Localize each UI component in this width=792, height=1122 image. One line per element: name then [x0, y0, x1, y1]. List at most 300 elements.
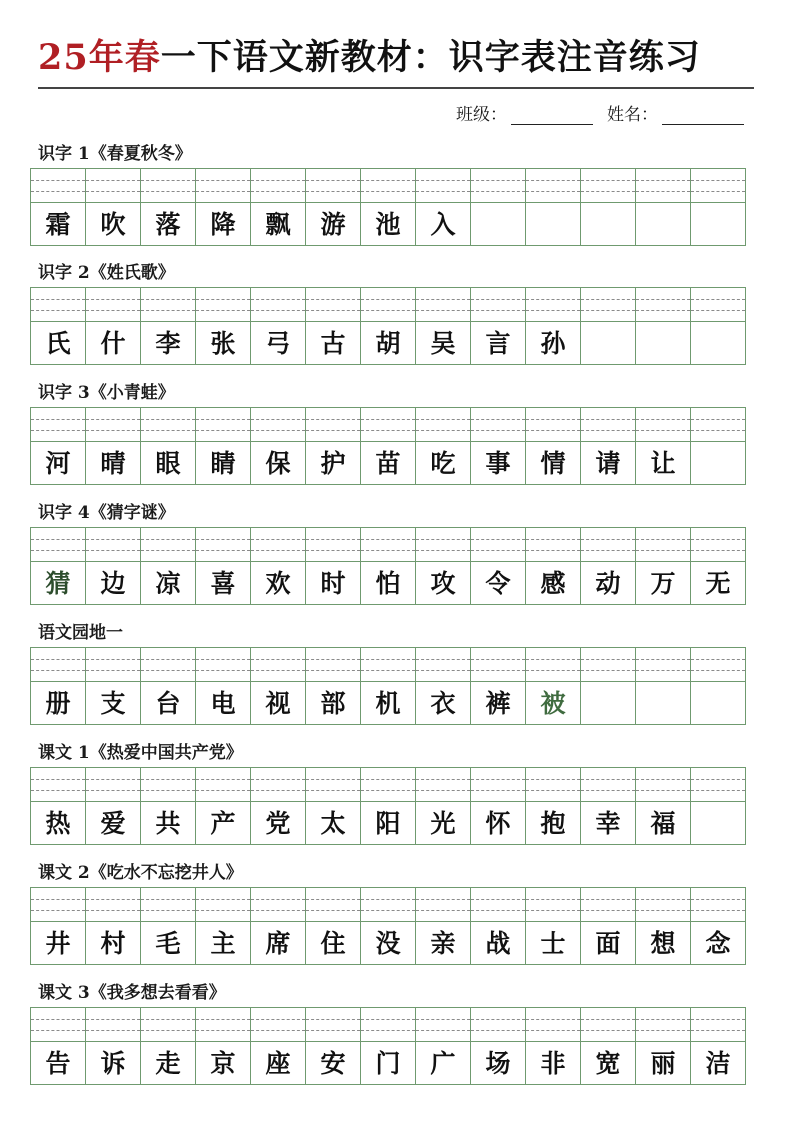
lesson-section [30, 259, 746, 365]
character [581, 684, 635, 724]
grid-cell [306, 168, 361, 246]
character: 孙 [540, 329, 566, 358]
pinyin-writing-box[interactable] [581, 888, 635, 922]
pinyin-writing-box[interactable] [86, 169, 140, 203]
character: 亲 [430, 929, 456, 958]
pinyin-writing-box[interactable] [306, 288, 360, 322]
grid-cell [196, 407, 251, 485]
pinyin-writing-box[interactable] [691, 288, 745, 322]
character: 走 [155, 1049, 181, 1078]
pinyin-writing-box[interactable] [416, 288, 470, 322]
pinyin-writing-box[interactable] [416, 1008, 470, 1042]
pinyin-writing-box[interactable] [526, 528, 580, 562]
lesson-section [30, 499, 746, 605]
character: 诉 [100, 1049, 126, 1078]
lesson-section [30, 859, 746, 965]
grid-cell [471, 407, 526, 485]
pinyin-writing-box[interactable] [581, 169, 635, 203]
grid-cell [31, 767, 86, 845]
title-text: 一下语文新教材：识字表注音练习 [160, 37, 701, 78]
pinyin-writing-box[interactable] [31, 528, 85, 562]
grid-cell [691, 647, 746, 725]
pinyin-writing-box[interactable] [471, 288, 525, 322]
character: 古 [320, 329, 346, 358]
grid-cell [141, 407, 196, 485]
pinyin-writing-box[interactable] [251, 648, 305, 682]
character: 幸 [595, 809, 621, 838]
writing-grid [30, 287, 746, 365]
character: 怀 [485, 809, 511, 838]
pinyin-writing-box[interactable] [31, 408, 85, 442]
class-field[interactable] [511, 106, 593, 125]
grid-cell [636, 527, 691, 605]
character: 保 [265, 449, 291, 478]
pinyin-writing-box[interactable] [196, 768, 250, 802]
character: 被 [540, 689, 566, 718]
character: 猜 [45, 569, 71, 598]
character: 台 [155, 689, 181, 718]
character: 情 [540, 449, 566, 478]
pinyin-writing-box[interactable] [251, 169, 305, 203]
pinyin-writing-box[interactable] [31, 648, 85, 682]
character: 河 [45, 449, 71, 478]
character: 士 [540, 929, 566, 958]
character: 霜 [45, 210, 71, 239]
pinyin-writing-box[interactable] [141, 528, 195, 562]
character: 游 [320, 210, 346, 239]
grid-cell [306, 407, 361, 485]
character [691, 324, 745, 364]
grid-cell [251, 767, 306, 845]
pinyin-writing-box[interactable] [691, 408, 745, 442]
grid-cell [526, 647, 581, 725]
grid-cell [581, 887, 636, 965]
grid-cell [141, 767, 196, 845]
character: 册 [45, 689, 71, 718]
pinyin-writing-box[interactable] [416, 528, 470, 562]
pinyin-writing-box[interactable] [581, 1008, 635, 1042]
pinyin-writing-box[interactable] [526, 888, 580, 922]
pinyin-writing-box[interactable] [471, 169, 525, 203]
pinyin-writing-box[interactable] [691, 1008, 745, 1042]
pinyin-writing-box[interactable] [416, 648, 470, 682]
character: 爱 [100, 809, 126, 838]
grid-cell [691, 767, 746, 845]
grid-cell [471, 887, 526, 965]
grid-cell [691, 887, 746, 965]
pinyin-writing-box[interactable] [636, 408, 690, 442]
character: 视 [265, 689, 291, 718]
section-title: 课文 2《吃水不忘挖井人》 [38, 863, 243, 883]
pinyin-writing-box[interactable] [361, 768, 415, 802]
character: 热 [45, 809, 71, 838]
character: 让 [650, 449, 676, 478]
character: 衣 [430, 689, 456, 718]
grid-cell [636, 647, 691, 725]
grid-cell [141, 887, 196, 965]
grid-cell [691, 527, 746, 605]
grid-cell [196, 168, 251, 246]
character: 裤 [485, 689, 511, 718]
character: 令 [485, 569, 511, 598]
pinyin-writing-box[interactable] [306, 528, 360, 562]
character: 飘 [265, 210, 291, 239]
grid-cell [361, 287, 416, 365]
lesson-section [30, 140, 746, 246]
pinyin-writing-box[interactable] [416, 768, 470, 802]
character: 京 [210, 1049, 236, 1078]
grid-cell [306, 887, 361, 965]
character: 什 [100, 329, 126, 358]
character: 部 [320, 689, 346, 718]
grid-cell [416, 527, 471, 605]
grid-cell [306, 767, 361, 845]
character: 光 [430, 809, 456, 838]
character: 欢 [265, 569, 291, 598]
character: 住 [320, 929, 346, 958]
character: 丽 [650, 1049, 676, 1078]
grid-cell [141, 527, 196, 605]
character [471, 205, 525, 245]
character [691, 684, 745, 724]
grid-cell [141, 168, 196, 246]
pinyin-writing-box[interactable] [31, 169, 85, 203]
pinyin-writing-box[interactable] [581, 648, 635, 682]
pinyin-writing-box[interactable] [471, 888, 525, 922]
grid-cell [526, 168, 581, 246]
character: 胡 [375, 329, 401, 358]
grid-cell [636, 407, 691, 485]
character: 苗 [375, 449, 401, 478]
grid-cell [416, 168, 471, 246]
pinyin-writing-box[interactable] [471, 768, 525, 802]
pinyin-writing-box[interactable] [86, 288, 140, 322]
pinyin-writing-box[interactable] [251, 528, 305, 562]
character: 睛 [210, 449, 236, 478]
writing-grid [30, 407, 746, 485]
writing-grid [30, 767, 746, 845]
character: 毛 [155, 929, 181, 958]
pinyin-writing-box[interactable] [636, 288, 690, 322]
pinyin-writing-box[interactable] [581, 528, 635, 562]
grid-cell [86, 287, 141, 365]
pinyin-writing-box[interactable] [31, 288, 85, 322]
grid-cell [86, 767, 141, 845]
grid-cell [526, 1007, 581, 1085]
character: 想 [650, 929, 676, 958]
character: 战 [485, 929, 511, 958]
character: 太 [320, 809, 346, 838]
pinyin-writing-box[interactable] [636, 528, 690, 562]
grid-cell [196, 647, 251, 725]
character: 晴 [100, 449, 126, 478]
section-title: 识字 4《猜字谜》 [38, 503, 175, 523]
pinyin-writing-box[interactable] [86, 408, 140, 442]
pinyin-writing-box[interactable] [691, 888, 745, 922]
grid-cell [416, 1007, 471, 1085]
character: 告 [45, 1049, 71, 1078]
lesson-section [30, 979, 746, 1085]
pinyin-writing-box[interactable] [691, 528, 745, 562]
pinyin-writing-box[interactable] [196, 408, 250, 442]
section-title: 识字 3《小青蛙》 [38, 383, 175, 403]
character: 吴 [430, 329, 456, 358]
character: 攻 [430, 569, 456, 598]
character: 护 [320, 449, 346, 478]
pinyin-writing-box[interactable] [581, 768, 635, 802]
character: 降 [210, 210, 236, 239]
pinyin-writing-box[interactable] [581, 288, 635, 322]
pinyin-writing-box[interactable] [416, 888, 470, 922]
pinyin-writing-box[interactable] [141, 408, 195, 442]
pinyin-writing-box[interactable] [196, 1008, 250, 1042]
page-title [38, 34, 701, 82]
pinyin-writing-box[interactable] [416, 408, 470, 442]
pinyin-writing-box[interactable] [31, 768, 85, 802]
grid-cell [471, 647, 526, 725]
grid-cell [31, 887, 86, 965]
pinyin-writing-box[interactable] [251, 288, 305, 322]
name-label: 姓名： [607, 105, 658, 125]
grid-cell [251, 168, 306, 246]
lesson-section [30, 379, 746, 485]
grid-cell [471, 527, 526, 605]
pinyin-writing-box[interactable] [31, 1008, 85, 1042]
grid-cell [581, 527, 636, 605]
grid-cell [471, 767, 526, 845]
grid-cell [361, 407, 416, 485]
name-field[interactable] [662, 106, 744, 125]
grid-cell [416, 647, 471, 725]
grid-cell [141, 1007, 196, 1085]
pinyin-writing-box[interactable] [361, 528, 415, 562]
pinyin-writing-box[interactable] [86, 528, 140, 562]
grid-cell [691, 287, 746, 365]
character: 念 [705, 929, 731, 958]
pinyin-writing-box[interactable] [526, 169, 580, 203]
pinyin-writing-box[interactable] [581, 408, 635, 442]
writing-grid [30, 1007, 746, 1085]
grid-cell [31, 407, 86, 485]
pinyin-writing-box[interactable] [471, 1008, 525, 1042]
pinyin-writing-box[interactable] [251, 1008, 305, 1042]
pinyin-writing-box[interactable] [361, 648, 415, 682]
grid-cell [196, 887, 251, 965]
grid-cell [86, 1007, 141, 1085]
character: 洁 [705, 1049, 731, 1078]
pinyin-writing-box[interactable] [361, 1008, 415, 1042]
pinyin-writing-box[interactable] [526, 648, 580, 682]
character: 怕 [375, 569, 401, 598]
pinyin-writing-box[interactable] [141, 169, 195, 203]
pinyin-writing-box[interactable] [361, 169, 415, 203]
pinyin-writing-box[interactable] [141, 768, 195, 802]
grid-cell [526, 527, 581, 605]
pinyin-writing-box[interactable] [306, 408, 360, 442]
section-title: 识字 2《姓氏歌》 [38, 263, 175, 283]
grid-cell [581, 168, 636, 246]
grid-cell [251, 407, 306, 485]
character: 电 [210, 689, 236, 718]
pinyin-writing-box[interactable] [306, 1008, 360, 1042]
pinyin-writing-box[interactable] [361, 888, 415, 922]
pinyin-writing-box[interactable] [526, 1008, 580, 1042]
pinyin-writing-box[interactable] [636, 1008, 690, 1042]
grid-cell [361, 887, 416, 965]
grid-cell [581, 1007, 636, 1085]
grid-cell [471, 287, 526, 365]
character: 党 [265, 809, 291, 838]
grid-cell [31, 287, 86, 365]
character: 面 [595, 929, 621, 958]
grid-cell [581, 287, 636, 365]
grid-cell [361, 527, 416, 605]
pinyin-writing-box[interactable] [141, 288, 195, 322]
pinyin-writing-box[interactable] [526, 408, 580, 442]
pinyin-writing-box[interactable] [636, 648, 690, 682]
pinyin-writing-box[interactable] [196, 648, 250, 682]
character: 边 [100, 569, 126, 598]
pinyin-writing-box[interactable] [306, 768, 360, 802]
grid-cell [86, 527, 141, 605]
pinyin-writing-box[interactable] [196, 169, 250, 203]
section-title: 课文 3《我多想去看看》 [38, 983, 226, 1003]
character [636, 684, 690, 724]
character: 吃 [430, 449, 456, 478]
grid-cell [196, 287, 251, 365]
grid-cell [251, 287, 306, 365]
character: 村 [100, 929, 126, 958]
character: 落 [155, 210, 181, 239]
pinyin-writing-box[interactable] [306, 169, 360, 203]
grid-cell [196, 527, 251, 605]
grid-cell [141, 647, 196, 725]
grid-cell [86, 407, 141, 485]
pinyin-writing-box[interactable] [416, 169, 470, 203]
pinyin-writing-box[interactable] [196, 288, 250, 322]
character: 凉 [155, 569, 181, 598]
pinyin-writing-box[interactable] [471, 408, 525, 442]
grid-cell [361, 647, 416, 725]
character: 动 [595, 569, 621, 598]
grid-cell [306, 527, 361, 605]
pinyin-writing-box[interactable] [196, 528, 250, 562]
grid-cell [86, 887, 141, 965]
grid-cell [306, 647, 361, 725]
pinyin-writing-box[interactable] [691, 648, 745, 682]
grid-cell [636, 767, 691, 845]
character: 氏 [45, 329, 71, 358]
grid-cell [31, 527, 86, 605]
grid-cell [471, 168, 526, 246]
pinyin-writing-box[interactable] [691, 768, 745, 802]
grid-cell [141, 287, 196, 365]
character [691, 444, 745, 484]
pinyin-writing-box[interactable] [306, 888, 360, 922]
pinyin-writing-box[interactable] [86, 648, 140, 682]
grid-cell [251, 887, 306, 965]
section-title: 课文 1《热爱中国共产党》 [38, 743, 243, 763]
pinyin-writing-box[interactable] [306, 648, 360, 682]
grid-cell [691, 168, 746, 246]
pinyin-writing-box[interactable] [526, 288, 580, 322]
character: 安 [320, 1049, 346, 1078]
grid-cell [196, 1007, 251, 1085]
pinyin-writing-box[interactable] [86, 888, 140, 922]
grid-cell [361, 1007, 416, 1085]
grid-cell [636, 1007, 691, 1085]
character: 场 [485, 1049, 511, 1078]
title-year: 25年春 [38, 37, 161, 78]
pinyin-writing-box[interactable] [31, 888, 85, 922]
pinyin-writing-box[interactable] [636, 169, 690, 203]
pinyin-writing-box[interactable] [141, 888, 195, 922]
character: 阳 [375, 809, 401, 838]
class-label: 班级： [456, 105, 507, 125]
grid-cell [691, 1007, 746, 1085]
character [581, 324, 635, 364]
pinyin-writing-box[interactable] [86, 1008, 140, 1042]
character [636, 324, 690, 364]
character: 主 [210, 929, 236, 958]
grid-cell [86, 168, 141, 246]
writing-grid [30, 647, 746, 725]
pinyin-writing-box[interactable] [361, 288, 415, 322]
grid-cell [361, 168, 416, 246]
pinyin-writing-box[interactable] [86, 768, 140, 802]
character: 抱 [540, 809, 566, 838]
writing-grid [30, 527, 746, 605]
character [691, 804, 745, 844]
character: 广 [430, 1049, 456, 1078]
pinyin-writing-box[interactable] [251, 768, 305, 802]
pinyin-writing-box[interactable] [361, 408, 415, 442]
pinyin-writing-box[interactable] [141, 648, 195, 682]
character: 喜 [210, 569, 236, 598]
pinyin-writing-box[interactable] [691, 169, 745, 203]
character: 万 [650, 569, 676, 598]
character: 井 [45, 929, 71, 958]
pinyin-writing-box[interactable] [636, 888, 690, 922]
pinyin-writing-box[interactable] [251, 888, 305, 922]
pinyin-writing-box[interactable] [196, 888, 250, 922]
grid-cell [361, 767, 416, 845]
character [691, 205, 745, 245]
writing-grid [30, 168, 746, 246]
character: 李 [155, 329, 181, 358]
pinyin-writing-box[interactable] [251, 408, 305, 442]
grid-cell [86, 647, 141, 725]
character: 非 [540, 1049, 566, 1078]
section-title: 识字 1《春夏秋冬》 [38, 144, 192, 164]
grid-cell [636, 168, 691, 246]
pinyin-writing-box[interactable] [141, 1008, 195, 1042]
grid-cell [526, 767, 581, 845]
grid-cell [526, 407, 581, 485]
character: 感 [540, 569, 566, 598]
pinyin-writing-box[interactable] [636, 768, 690, 802]
pinyin-writing-box[interactable] [471, 528, 525, 562]
character: 时 [320, 569, 346, 598]
grid-cell [306, 1007, 361, 1085]
grid-cell [416, 407, 471, 485]
grid-cell [471, 1007, 526, 1085]
character: 没 [375, 929, 401, 958]
character [581, 205, 635, 245]
pinyin-writing-box[interactable] [471, 648, 525, 682]
pinyin-writing-box[interactable] [526, 768, 580, 802]
character: 支 [100, 689, 126, 718]
